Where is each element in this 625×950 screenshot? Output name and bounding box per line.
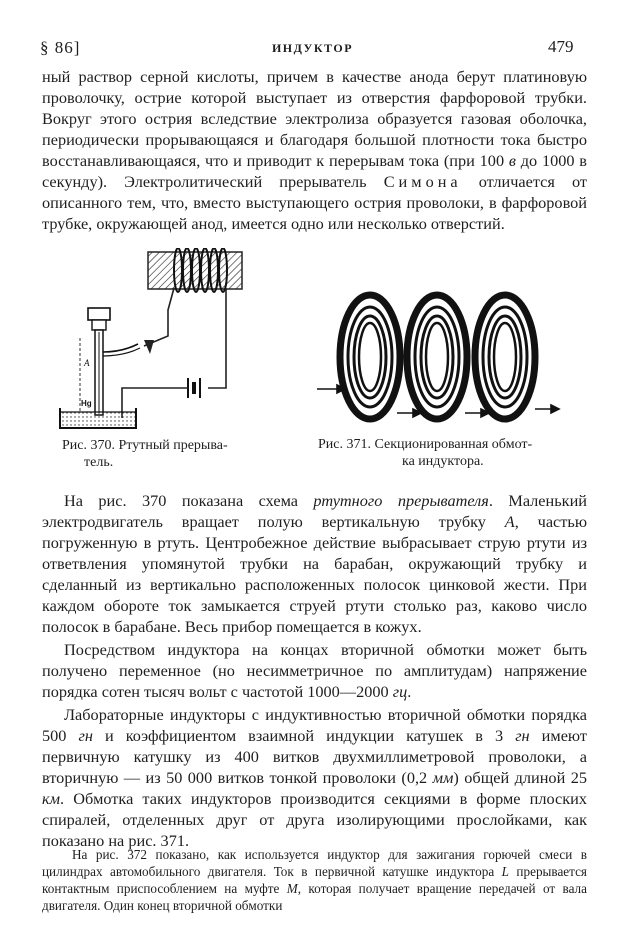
contact-brush (144, 340, 154, 354)
figure-370-caption: Рис. 370. Ртутный прерыва- тель. (62, 438, 228, 470)
paragraph-voltage: Посредством индуктора на концах вторичной обмотки может быть получено переменное (но несимметричное по амплитудам) напряжение порядка сотен тысяч вольт с частотой 1000—2000 гц. (42, 640, 587, 701)
main-text (42, 490, 587, 851)
figure-370-mercury-interrupter (50, 248, 275, 430)
figure-371-caption: Рис. 371. Секционированная обмот- ка индуктора. (318, 437, 533, 469)
section-number: § 86] (40, 38, 81, 57)
coil-section (340, 295, 400, 419)
paragraph-mercury-interrupter: На рис. 370 показана схема ртутного прерывателя. Маленький электродвигатель вращает полую вертикальную трубку A, частью погруженную в ртуть. Центробежное действие выбрасывает струю ртути из ответвления упомянутой трубки на барабан, окружающий трубку и сделанный из вертикально расположенных полосок цинковой жести. При каждом обороте ток замыкается струей ртути столько раз, каково число полосок в барабане. Весь прибор помещается в кожух. (42, 491, 588, 636)
label-hg: Hg (81, 399, 92, 408)
coil-section (475, 295, 535, 419)
wire-to-battery (208, 288, 226, 388)
paragraph-continuation: ный раствор серной кислоты, причем в качестве анода берут платиновую проволочку, острие которой выступает из отверстия фарфоровой трубки. Вокруг этого острия вследствие электролиза образуется газовая оболочка, периодически прорывающаяся и благодаря большой плотности тока быстро восстанавливающаяся, что и приводит к перерывам тока (при 100 в до 1000 в секунду). Электролитический прерыватель Симона отличается от описанного тем, что, вместо выступающего острия проволоки, в фарфоровой трубке, окружающей анод, имеется одно или несколько отверстий. (42, 67, 587, 233)
wire-to-contact (144, 288, 174, 346)
label-a: A (84, 358, 90, 368)
figure-371-sectioned-winding (315, 285, 565, 430)
coil-section (407, 295, 467, 419)
page-number: 479 (548, 37, 574, 56)
running-title: ИНДУКТОР (271, 41, 354, 55)
paragraph-lab-inductors: Лабораторные индукторы с индуктивностью вторичной обмотки порядка 500 гн и коэффициентом взаимной индукции катушек в 3 гн имеют первичную катушку из 400 витков двухмиллиметровой проволоки, а вторичную — из 50 000 витков тонкой проволоки (0,2 мм) общей длиной 25 км. Обмотка таких индукторов производится секциями в форме плоских спиралей, отделенных друг от друга изолирующими прослойками, как показано на рис. 371. (42, 705, 587, 850)
motor-head (88, 308, 110, 320)
small-print-paragraph: На рис. 372 показано, как используется индуктор для зажигания горючей смеси в цилиндрах автомобильного двигателя. Ток в первичной катушке индуктора L прерывается контактным приспособлением на муфте M, которая получает вращение передачей от вала двигателя. Один конец вторичной обмотки (42, 847, 587, 913)
spaced-name: Симона (383, 172, 462, 191)
battery (188, 378, 200, 398)
